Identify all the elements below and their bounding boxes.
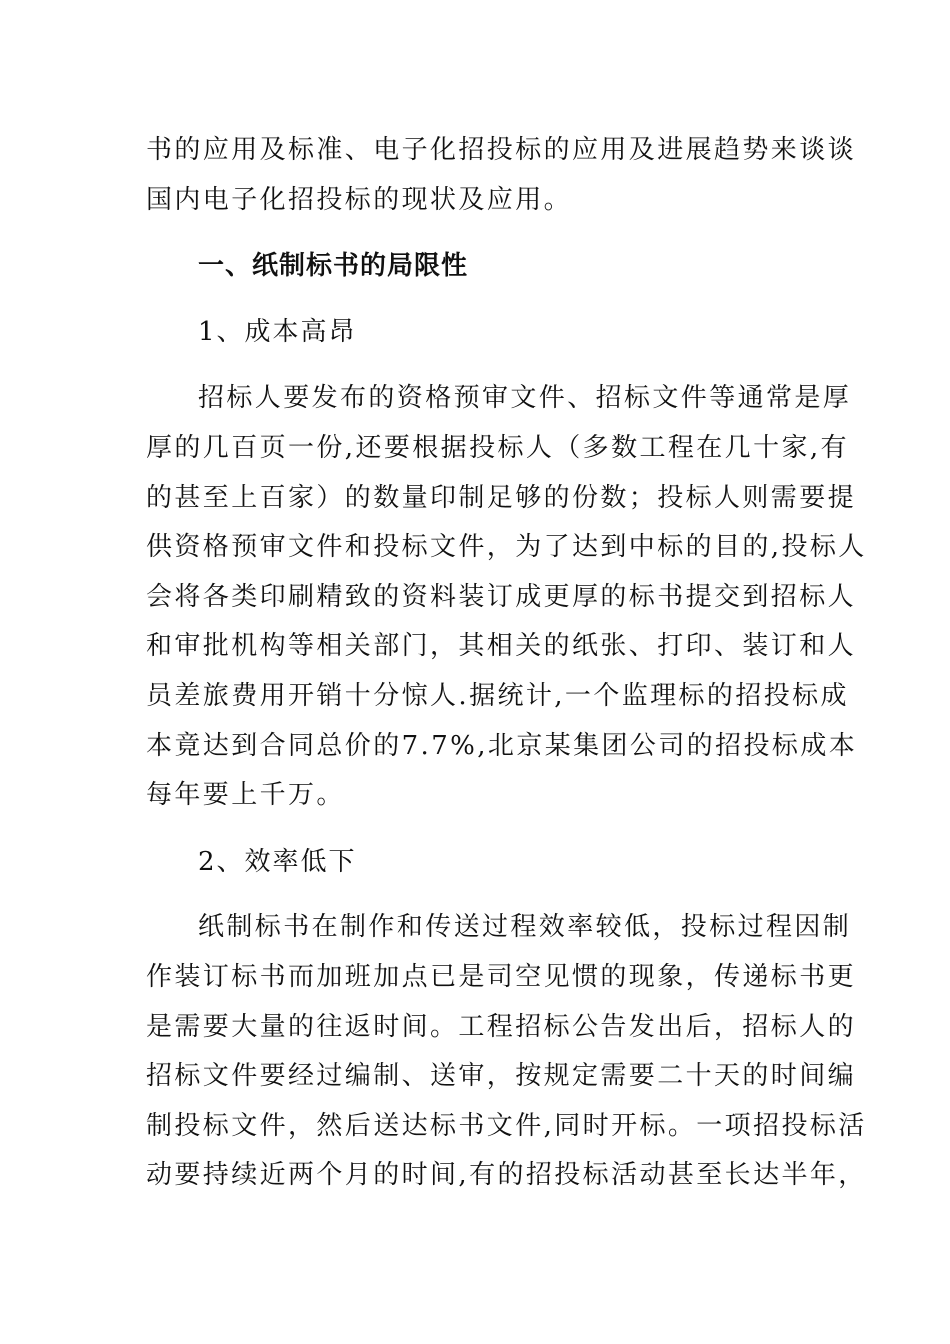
- paragraph-cost-line-4: 供资格预审文件和投标文件，为了达到中标的目的,投标人: [146, 532, 867, 562]
- section-heading: 一、纸制标书的局限性: [198, 251, 469, 281]
- paragraph-efficiency-line-5: 制投标文件，然后送达标书文件,同时开标。一项招投标活: [146, 1111, 867, 1141]
- paragraph-cost-line-1: 招标人要发布的资格预审文件、招标文件等通常是厚: [198, 383, 852, 413]
- paragraph-efficiency-line-4: 招标文件要经过编制、送审，按规定需要二十天的时间编: [146, 1061, 857, 1091]
- paragraph-cost-line-6: 和审批机构等相关部门，其相关的纸张、打印、装订和人: [146, 631, 857, 661]
- paragraph-efficiency-line-2: 作装订标书而加班加点已是司空见惯的现象，传递标书更: [146, 962, 857, 992]
- paragraph-efficiency-line-6: 动要持续近两个月的时间,有的招投标活动甚至长达半年，: [146, 1160, 867, 1190]
- intro-line-2: 国内电子化招投标的现状及应用。: [146, 185, 573, 215]
- subsection-heading-efficiency: 2、效率低下: [198, 847, 357, 877]
- intro-line-1: 书的应用及标准、电子化招投标的应用及进展趋势来谈谈: [146, 135, 857, 165]
- subsection-heading-cost: 1、成本高昂: [198, 317, 357, 347]
- paragraph-cost-line-7: 员差旅费用开销十分惊人.据统计,一个监理标的招投标成: [146, 681, 849, 711]
- paragraph-cost-line-2: 厚的几百页一份,还要根据投标人（多数工程在几十家,有: [146, 433, 849, 463]
- paragraph-cost-line-5: 会将各类印刷精致的资料装订成更厚的标书提交到招标人: [146, 582, 857, 612]
- paragraph-cost-line-9: 每年要上千万。: [146, 780, 345, 810]
- paragraph-efficiency-line-3: 是需要大量的往返时间。工程招标公告发出后，招标人的: [146, 1012, 857, 1042]
- paragraph-efficiency-line-1: 纸制标书在制作和传送过程效率较低，投标过程因制: [198, 912, 852, 942]
- paragraph-cost-line-3: 的甚至上百家）的数量印制足够的份数；投标人则需要提: [146, 483, 857, 513]
- paragraph-cost-line-8: 本竟达到合同总价的7.7%,北京某集团公司的招投标成本: [146, 731, 858, 761]
